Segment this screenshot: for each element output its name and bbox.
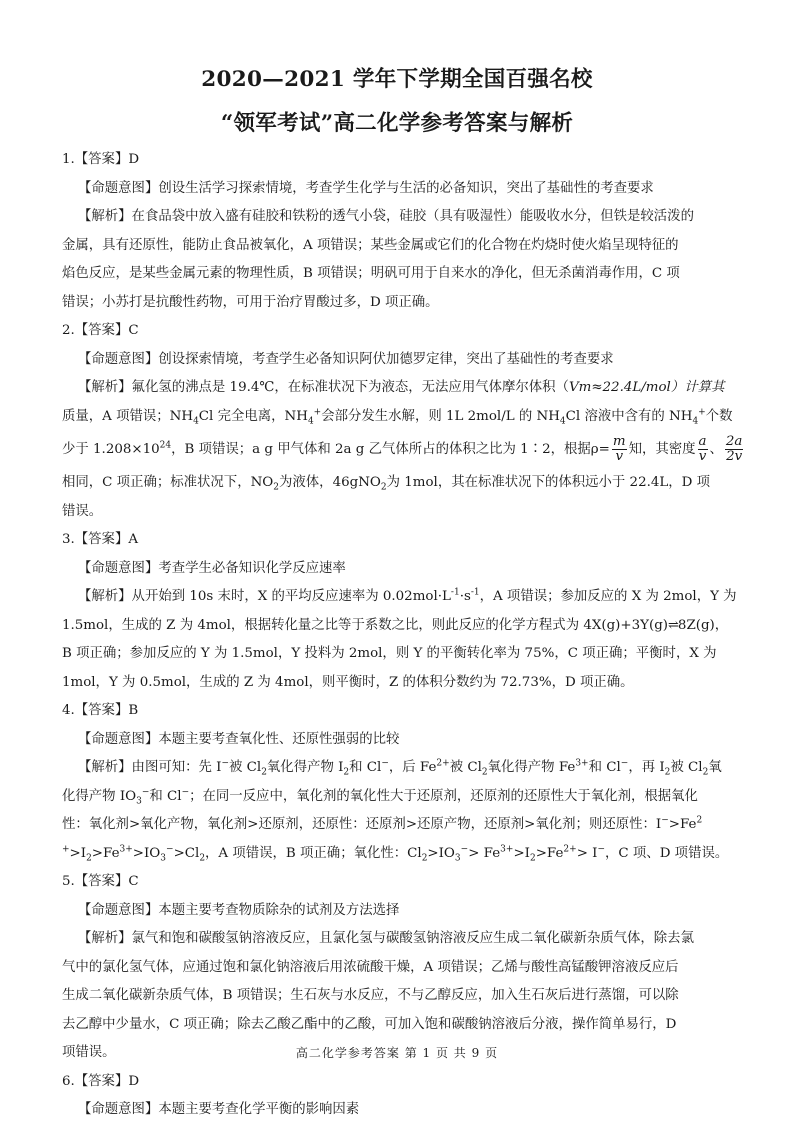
q3-intent: 【命题意图】考查学生必备知识化学反应速率 [78,560,346,576]
q5-analysis-line: 去乙醇中少量水，C 项正确；除去乙酸乙酯中的乙酸，可加入饱和碳酸钠溶液后分液，操作简单易行，D [62,1016,677,1032]
fraction-a-over-v: $\frac{a}{v}$ [698,434,707,464]
q2-analysis-line: 少于 $1.208\times 10^{24}$，B 项错误；a g 甲气体和 2a g 乙气体所占的体积之比为 1∶2，根据ρ= $\frac{m}{v}$ 知，其密度 $\frac{a}{v}$ 、 $\frac{2a}{2v}$ [62,434,743,464]
document-title: 2020—2021 学年下学期全国百强名校 [201,67,593,92]
q3-analysis-line: 1.5mol，生成的 Z 为 4mol，根据转化量之比等于系数之比，则此反应的化学方程式为 4X(g)+3Y(g)⇌8Z(g)， [62,617,729,633]
q3-analysis-line: B 项正确；参加反应的 Y 为 1.5mol，Y 投料为 2mol，则 Y 的平衡转化率为 75%，C 项正确；平衡时，X 为 [62,646,717,661]
q5-analysis-line: 【解析】氯气和饱和碳酸氢钠溶液反应，且氯化氢与碳酸氢钠溶液反应生成二氧化碳新杂质气体，除去氯 [78,931,694,946]
q1-intent: 【命题意图】创设生活学习探索情境，考查学生化学与生活的必备知识，突出了基础性的考查要求 [78,180,654,196]
q2-answer: 2.【答案】C [62,323,139,338]
q3-answer: 3.【答案】A [62,532,139,547]
q1-analysis-line: 焰色反应，是某些金属元素的物理性质，B 项错误；明矾可用于自来水的净化，但无杀菌消毒作用，C 项 [62,266,680,281]
q2-intent: 【命题意图】创设探索情境，考查学生必备知识阿伏加德罗定律，突出了基础性的考查要求 [78,351,614,367]
q4-answer: 4.【答案】B [62,703,139,718]
q2-analysis-line: 【解析】氟化氢的沸点是 19.4℃，在标准状况下为液态，无法应用气体摩尔体积（Vm≈22.4L/mol）计算其 [78,380,725,395]
q1-analysis-line: 错误；小苏打是抗酸性药物，可用于治疗胃酸过多，D 项正确。 [62,294,439,310]
answer-content [62,146,742,1125]
q3-analysis-line: 【解析】从开始到 10s 末时，X 的平均反应速率为 $0.02mol\cdot L^{-1}\cdot s^{-1}$，A 项错误；参加反应的 X 为 2mol，Y 为 [78,587,737,604]
q1-analysis-line: 【解析】在食品袋中放入盛有硅胶和铁粉的透气小袋，硅胶（具有吸湿性）能吸收水分，但铁是较活泼的 [78,209,694,224]
q4-analysis-line: 化得产物 $IO_3^-$和 Cl−；在同一反应中，氧化剂的氧化性大于还原剂，还原剂的还原性大于氧化剂，根据氧化 [62,787,698,807]
q4-analysis-line: 性：氧化剂>氧化产物，氧化剂>还原剂，还原性：还原剂>还原产物，还原剂>氧化剂；则还原性：$I^->Fe^2$ [62,815,703,832]
q5-analysis-line: 项错误。 [62,1045,116,1060]
q1-answer: 1.【答案】D [62,152,140,167]
q6-intent: 【命题意图】本题主要考查化学平衡的影响因素 [78,1102,360,1117]
q1-analysis-line: 金属，具有还原性，能防止食品被氧化，A 项错误；某些金属或它们的化合物在灼烧时使火焰呈现特征的 [62,237,679,253]
q3-analysis-line: 1mol，Y 为 0.5mol，生成的 Z 为 4mol，则平衡时，Z 的体积分数约为 72.73%，D 项正确。 [62,674,634,690]
q5-analysis-line: 生成二氧化碳新杂质气体，B 项错误；生石灰与水反应，不与乙醇反应，加入生石灰后进行蒸馏，可以除 [62,988,679,1003]
q5-analysis-line: 气中的氯化氢气体，应通过饱和氯化钠溶液后用浓硫酸干燥，A 项错误；乙烯与酸性高锰酸钾溶液反应后 [62,959,679,975]
q2-analysis-line: 质量，A 项错误；$NH_4Cl$ 完全电离，$NH_4^+$会部分发生水解，则 1L 2mol/L 的 $NH_4Cl$ 溶液中含有的 $NH_4^+$个数 [62,407,733,427]
q2-analysis-line: 错误。 [62,503,103,519]
document-subtitle: “领军考试”高二化学参考答案与解析 [220,111,574,136]
page-footer: 高二化学参考答案 第 1 页 共 9 页 [295,1046,499,1060]
fraction-2a-over-2v: $\frac{2a}{2v}$ [725,434,743,464]
q4-intent: 【命题意图】本题主要考查氧化性、还原性强弱的比较 [78,731,400,747]
q5-intent: 【命题意图】本题主要考查物质除杂的试剂及方法选择 [78,902,400,918]
fraction-m-over-v: $\frac{m}{v}$ [612,434,626,464]
q2-analysis-line: 相同，C 项正确；标准状况下，$NO_2$为液体，46gNO$_2$为 1mol，其在标准状况下的体积远小于 22.4L，D 项 [62,475,711,493]
q5-answer: 5.【答案】C [62,874,139,889]
q4-analysis-line: 【解析】由图可知：先 I−被 $Cl_2$氧化得产物 $I_2$和 Cl−，后 $Fe^{2+}$被 $Cl_2$氧化得产物 $Fe^{3+}$和 Cl−，再 $I_2$被 $Cl_2$氧 [78,758,722,778]
q6-answer: 6.【答案】D [62,1073,140,1089]
q4-analysis-line: $^+>I_2>Fe^{3+}>IO_3^->Cl_2$，A 项错误，B 项正确；氧化性：$Cl_2>IO_3^-> Fe^{3+}>I_2>Fe^{2+}> I^-$，C 项、D 项错误。 [62,844,729,864]
